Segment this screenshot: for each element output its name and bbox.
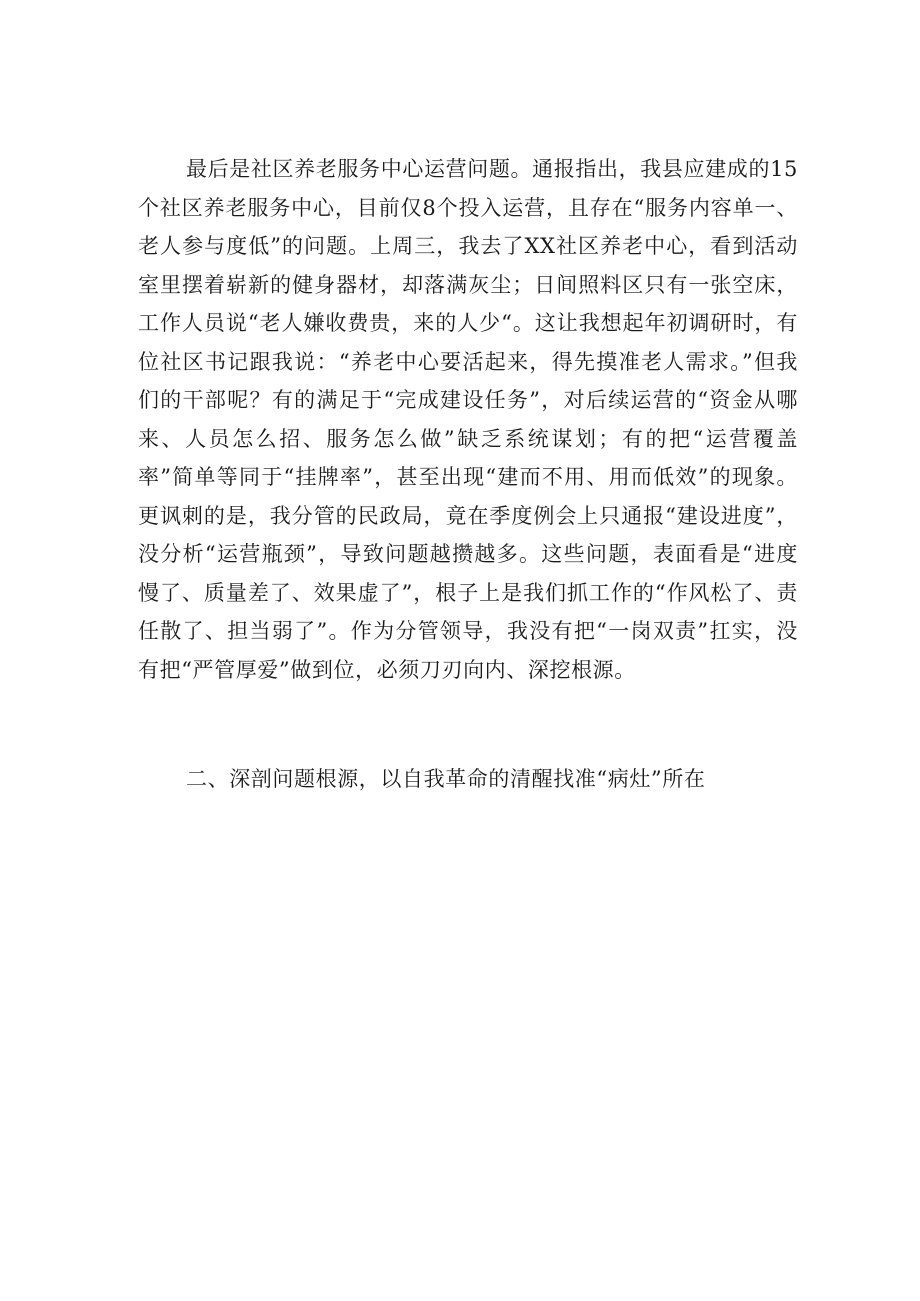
- body-paragraph: 最后是社区养老服务中心运营问题。通报指出，我县应建成的15个社区养老服务中心，目前仅8个投入运营，且存在“服务内容单一、老人参与度低”的问题。上周三，我去了XX社区养老中心，看到活动室里摆着崭新的健身器材，却落满灰尘；日间照料区只有一张空床，工作人员说“老人嫌收费贵，来的人少“。这让我想起年初调研时，有位社区书记跟我说：“养老中心要活起来，得先摸准老人需求。”但我们的干部呢？有的满足于“完成建设任务”，对后续运营的“资金从哪来、人员怎么招、服务怎么做”缺乏系统谋划；有的把“运营覆盖率”简单等同于“挂牌率”，甚至出现“建而不用、用而低效”的现象。更讽刺的是，我分管的民政局，竟在季度例会上只通报“建设进度”，没分析“运营瓶颈”，导致问题越攒越多。这些问题，表面看是“进度慢了、质量差了、效果虚了”，根子上是我们抓工作的“作风松了、责任散了、担当弱了”。作为分管领导，我没有把“一岗双责”扛实，没有把“严管厚爱”做到位，必须刀刃向内、深挖根源。: [138, 157, 798, 682]
- section-heading: 二、深剖问题根源，以自我革命的清醒找准“病灶”所在: [186, 767, 706, 791]
